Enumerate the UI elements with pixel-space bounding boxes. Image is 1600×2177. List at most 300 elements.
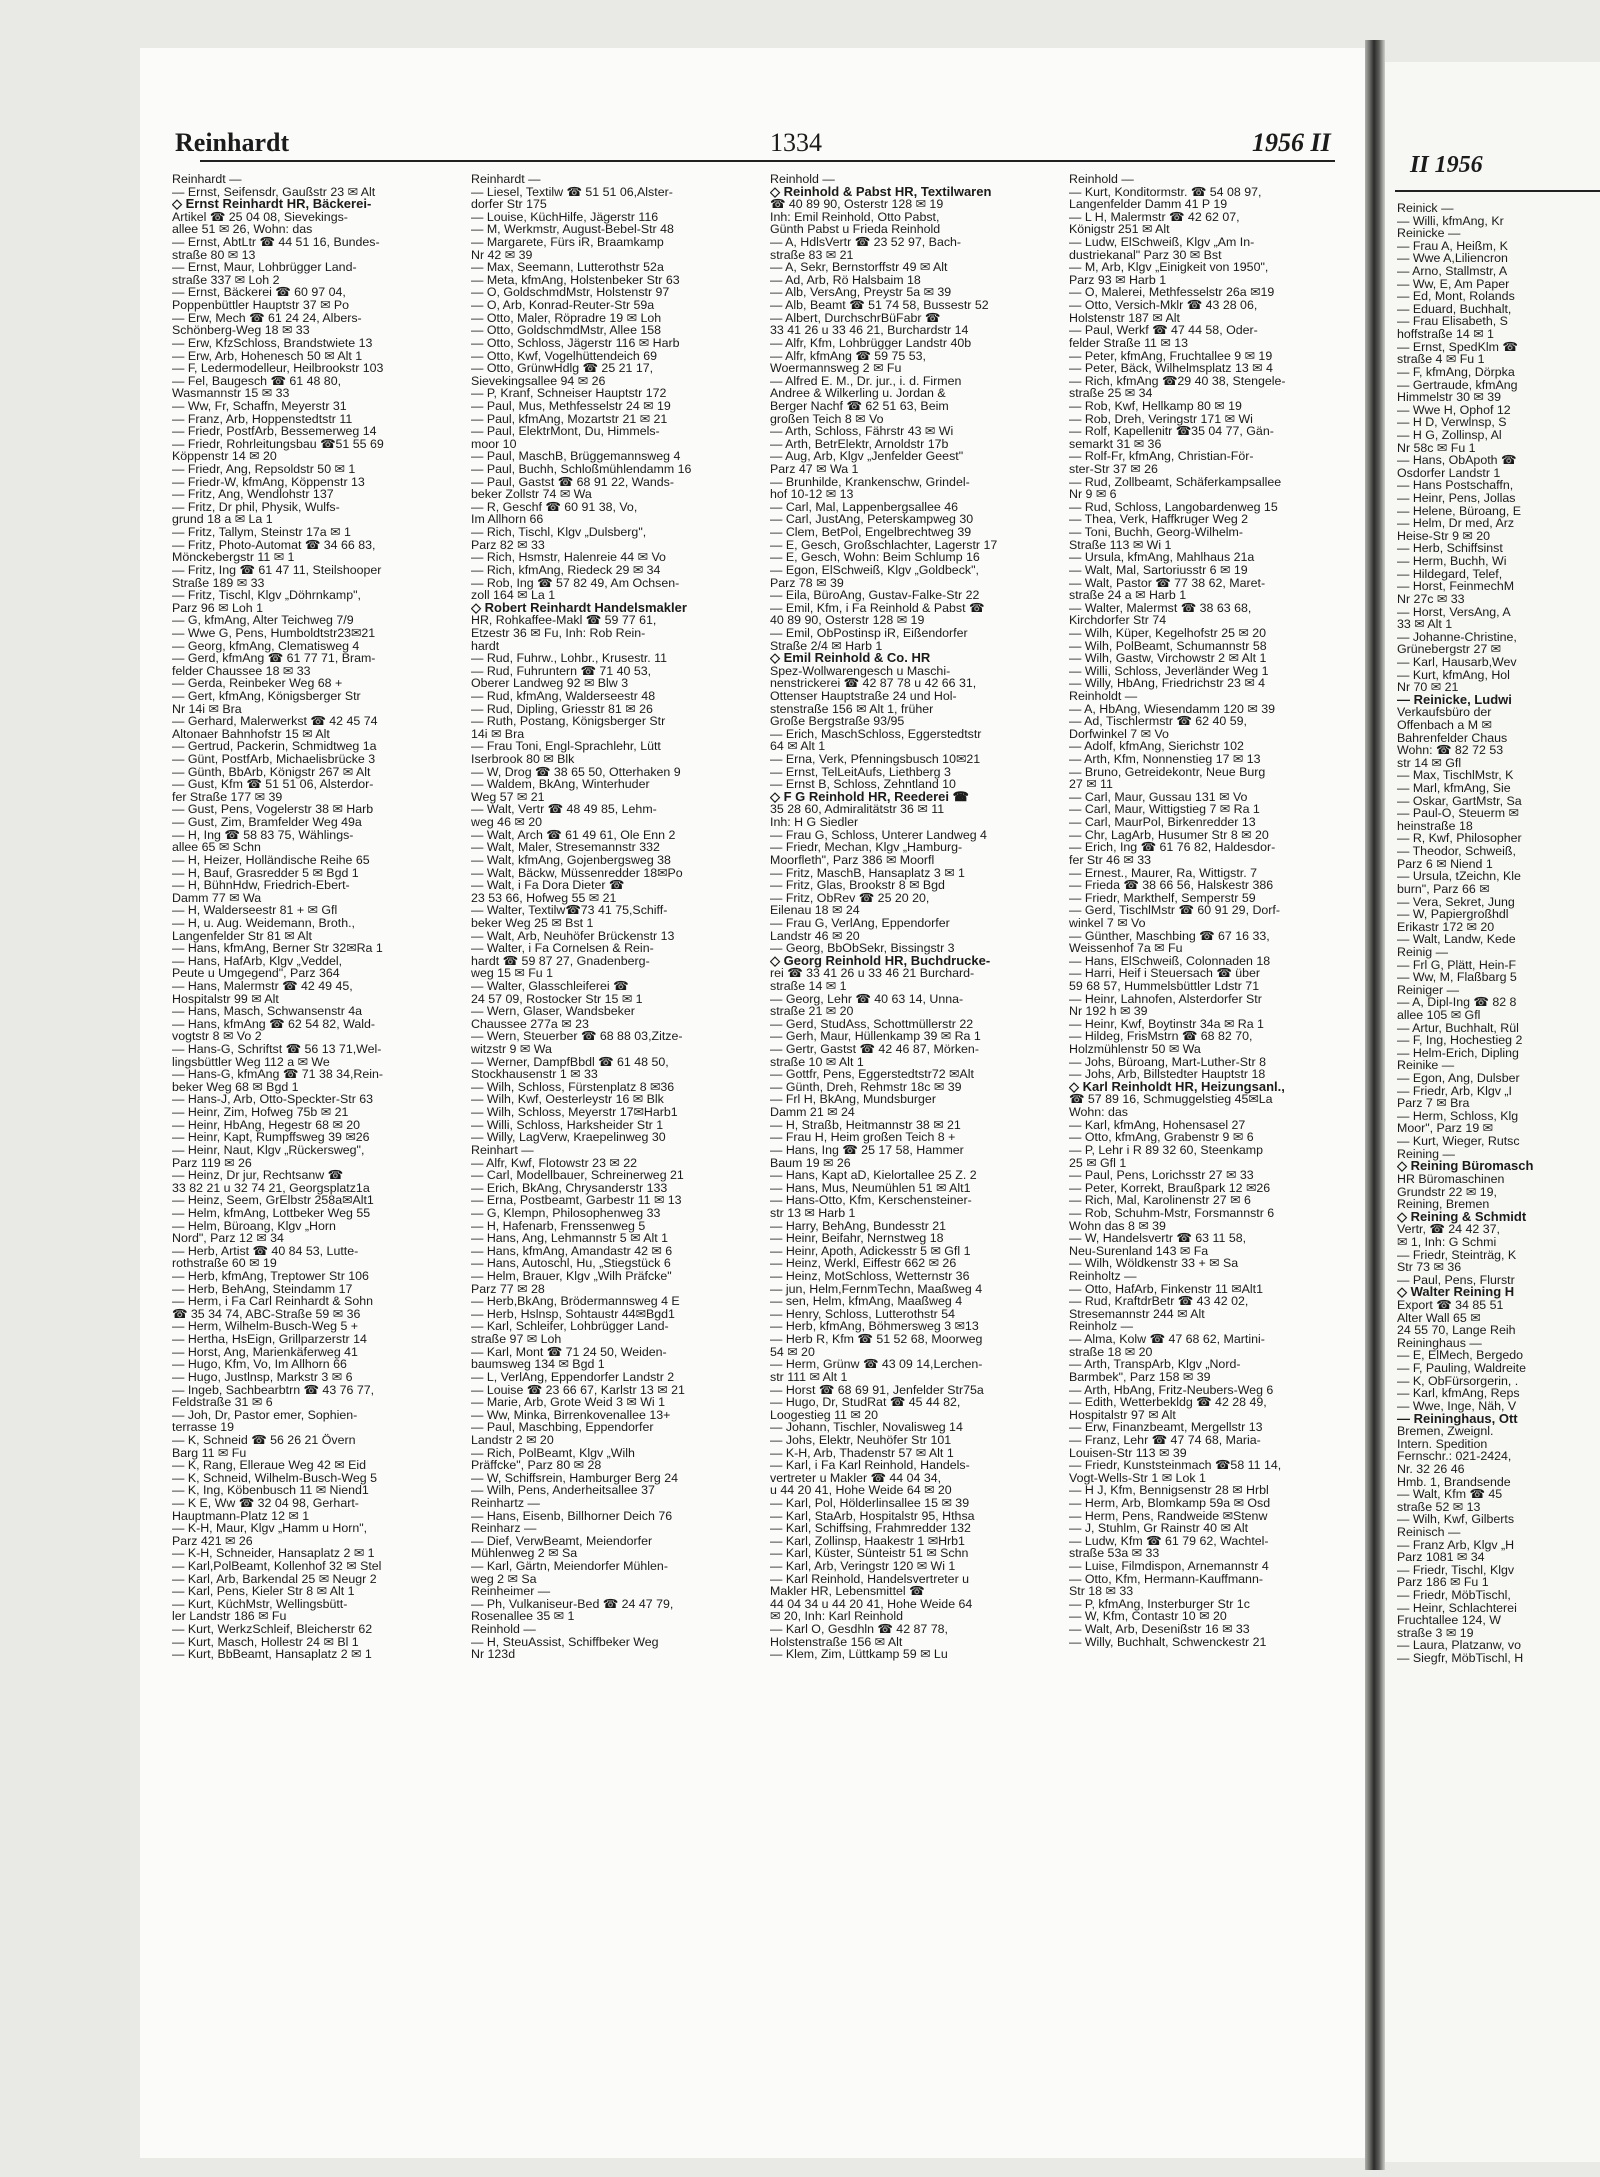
directory-entry-line: Inh: H G Siedler [770, 815, 859, 830]
directory-entry-line: Holzmühlenstr 50 ✉ Wa [1069, 1042, 1201, 1057]
directory-entry-line: — Ruth, Postang, Königsberger Str [471, 714, 666, 729]
surname-heading: Reinick — [1397, 202, 1454, 215]
directory-entry-line: — Paul, Werkf ☎ 47 44 58, Oder- [1069, 323, 1258, 338]
directory-entry-line: — Hildeg, FrisMstrn ☎ 68 82 70, [1069, 1029, 1253, 1044]
directory-entry-line: Alter Wall 65 ✉ [1397, 1310, 1481, 1325]
directory-entry-line: heinstraße 18 [1397, 818, 1473, 833]
directory-entry-line: Neu-Surenland 143 ✉ Fa [1069, 1243, 1209, 1258]
directory-entry-line: — Hugo, Justlnsp, Markstr 3 ✉ 6 [172, 1369, 353, 1384]
directory-entry-line: ◇ Robert Reinhardt Handelsmakler [471, 599, 687, 615]
directory-entry-line: 40 89 90, Osterstr 128 ✉ 19 [770, 613, 925, 628]
directory-entry-line: — Karl, i Fa Karl Reinhold, Handels- [770, 1458, 970, 1473]
directory-entry-line: 54 ✉ 20 [770, 1344, 815, 1359]
directory-entry-line: Langenfelder Damm 41 P 19 [1069, 197, 1228, 212]
directory-entry-line: Parz 93 ✉ Harb 1 [1069, 272, 1167, 287]
directory-entry-line: — Erna, Postbeamt, Garbestr 11 ✉ 13 [471, 1193, 682, 1208]
directory-entry-line: — Fritz, Tallym, Steinstr 17a ✉ 1 [172, 525, 351, 540]
directory-entry-line: — Wern, Steuerber ☎ 68 88 03,Zitze- [471, 1029, 683, 1044]
directory-entry-line: HR, Rohkaffee-Makl ☎ 59 77 61, [471, 613, 657, 628]
directory-entry-line: — Gert, kfmAng, Königsberger Str [172, 688, 361, 703]
directory-entry-line: Nr 9 ✉ 6 [1069, 487, 1117, 502]
directory-entry-line: straße 14 ✉ 1 [770, 979, 847, 993]
directory-entry-line: Andree & Wilkerling u. Jordan & [770, 386, 946, 401]
directory-entry-line: ☎ 40 89 90, Osterstr 128 ✉ 19 [770, 197, 944, 212]
directory-entry-line: — Friedr, Ang, Repsoldstr 50 ✉ 1 [172, 462, 356, 477]
directory-entry-line: — Edith, Wetterbekldg ☎ 42 28 49, [1069, 1395, 1267, 1410]
directory-entry-line: winkel 7 ✉ Vo [1069, 915, 1146, 930]
directory-entry-line: — Friedr, Markthelf, Semperstr 59 [1069, 890, 1256, 905]
directory-entry-line: — Rud, Fuhruntern ☎ 71 40 53, [471, 663, 652, 678]
directory-entry-line: — Günt, PostfArb, Michaelisbrücke 3 [172, 752, 376, 767]
directory-entry-line: — H G, Zollinsp, Al [1397, 427, 1502, 442]
directory-entry-line: — Helm, kfmAng, Lottbeker Weg 55 [172, 1205, 371, 1220]
directory-entry-line: Straße 2/4 ✉ Harb 1 [770, 638, 883, 653]
directory-entry-line: — Ernst B, Schloss, Zehntland 10 [770, 777, 956, 792]
directory-entry-line: Intern. Spedition [1397, 1436, 1488, 1451]
directory-entry-line: — Friedr, MöbTischl, [1397, 1588, 1511, 1603]
directory-entry-line: — Kurt, KüchMstr, Wellingsbütt- [172, 1596, 348, 1611]
directory-entry-line: dustriekanal" Parz 30 ✉ Bst [1069, 247, 1222, 262]
directory-entry-line: — Heinz, Werkl, Eiffestr 662 ✉ 26 [770, 1256, 957, 1271]
directory-entry-line: — Oskar, GartMstr, Sa [1397, 793, 1522, 808]
directory-entry-line: ◇ Reining & Schmidt [1397, 1208, 1527, 1224]
directory-entry-line: — H J, Kfm, Bennigsenstr 28 ✉ Hrbl [1069, 1483, 1269, 1498]
surname-heading: Reinhart — [471, 1142, 534, 1157]
directory-entry-line: — Rich, Tischl, Klgv „Dulsberg", [471, 525, 647, 540]
directory-entry-line: hoffstraße 14 ✉ 1 [1397, 327, 1494, 342]
directory-entry-line: Mühlenweg 2 ✉ Sa [471, 1546, 578, 1561]
directory-entry-line: — Herb, kfmAng, Böhmersweg 3 ✉13 [770, 1319, 979, 1334]
surname-heading: Reinharz — [471, 1521, 537, 1536]
directory-entry-line: — Karl, Hausarb,Wev [1397, 654, 1517, 669]
directory-entry-line: — Walt, Arb, Neuhöfer Brückenstr 13 [471, 928, 675, 943]
directory-entry-line: — Ernst, SpedKlm ☎ [1397, 339, 1518, 354]
directory-entry-line: Nr. 32 26 46 [1397, 1461, 1465, 1476]
directory-entry-line: — Liesel, Textilw ☎ 51 51 06,Alster- [471, 184, 673, 199]
directory-entry-line: — Kurt, kfmAng, Hol [1397, 667, 1510, 682]
directory-entry-line: — Wilh, Kwf, Oesterleystr 16 ✉ Blk [471, 1092, 664, 1107]
directory-entry-line: Heise-Str 9 ✉ 20 [1397, 528, 1491, 543]
directory-entry-line: Straße 189 ✉ 33 [172, 575, 265, 590]
directory-entry-line: — Herb, kfmAng, Treptower Str 106 [172, 1269, 369, 1284]
surname-heading: Reinholdt — [1069, 688, 1138, 703]
directory-entry-line: nenstrickerei ☎ 42 87 78 u 42 66 31, [770, 676, 977, 691]
directory-entry-line: — Paul, Pens, Flurstr [1397, 1272, 1515, 1287]
directory-entry-line: — Wilh, PolBeamt, Schumannstr 58 [1069, 638, 1267, 653]
directory-entry-line: — Gust, Zim, Bramfelder Weg 49a [172, 815, 362, 830]
directory-entry-line: — Rob, Schuhm-Mstr, Forsmannstr 6 [1069, 1205, 1275, 1220]
directory-entry-line: Makler HR, Lebensmittel ☎ [770, 1584, 925, 1599]
directory-entry-line: Präffcke", Parz 80 ✉ 28 [471, 1458, 602, 1473]
directory-entry-line: ☎ 35 34 74, ABC-Straße 59 ✉ 36 [172, 1306, 361, 1321]
directory-entry-line: — Kurt, Wieger, Rutsc [1397, 1134, 1520, 1149]
directory-entry-line: moor 10 [471, 436, 517, 451]
directory-entry-line: — Wern, Glaser, Wandsbeker [471, 1004, 635, 1019]
directory-entry-line: — Carl, JustAng, Peterskampweg 30 [770, 512, 974, 527]
directory-entry-line: — H, Heizer, Holländische Reihe 65 [172, 852, 370, 867]
directory-entry-line: — Hertha, HsEign, Grillparzerstr 14 [172, 1332, 367, 1347]
directory-entry-line: — Wilh, Kwf, Gilberts [1397, 1512, 1515, 1527]
surname-heading: Reinike — [1397, 1058, 1455, 1073]
directory-entry-line: — Fel, Baugesch ☎ 61 48 80, [172, 373, 342, 388]
directory-entry-line: — Ernst, Bäckerei ☎ 60 97 04, [172, 285, 346, 300]
directory-entry-line: — Luise, Filmdispon, Arnemannstr 4 [1069, 1559, 1269, 1574]
directory-entry-line: — Friedr, Rohrleitungsbau ☎51 55 69 [172, 436, 384, 451]
directory-entry-line: — Helm, Büroang, Klgv „Horn [172, 1218, 336, 1233]
surname-heading: Reinhold — [471, 1622, 536, 1637]
directory-entry-line: — Alfred E. M., Dr. jur., i. d. Firmen [770, 373, 962, 388]
directory-entry-line: — Hans, Kapt aD, Kielortallee 25 Z. 2 [770, 1168, 977, 1183]
directory-entry-line: — Hans-J, Arb, Otto-Speckter-Str 63 [172, 1092, 374, 1107]
directory-entry-line: — Paul-O, Steuerm ✉ [1397, 806, 1519, 821]
directory-entry-line: — Günther, Maschbing ☎ 67 16 33, [1069, 928, 1270, 943]
directory-entry-line: — L, VerlAng, Eppendorfer Landstr 2 [471, 1369, 675, 1384]
directory-entry-line: straße 10 ✉ Alt 1 [770, 1054, 864, 1069]
directory-entry-line: Fruchtallee 124, W [1397, 1613, 1501, 1628]
directory-entry-line: — Fritz, Dr phil, Physik, Wulfs- [172, 499, 340, 514]
directory-entry-line: straße 24 a ✉ Harb 1 [1069, 588, 1187, 603]
directory-entry-line: — Alb, VersAng, Preystr 5a ✉ 39 [770, 285, 952, 300]
directory-entry-line: — Chr, LagArb, Husumer Str 8 ✉ 20 [1069, 827, 1269, 842]
directory-entry-line: Rosenallee 35 ✉ 1 [471, 1609, 575, 1624]
right-year-label: II 1956 [1410, 152, 1483, 178]
directory-entry-line: — Otto, GrünwHdlg ☎ 25 21 17, [471, 361, 654, 376]
directory-entry-line: Spez-Wollwarengesch u Maschi- [770, 663, 951, 678]
directory-entry-line: rei ☎ 33 41 26 u 33 46 21 Burchard- [770, 966, 975, 981]
directory-entry-line: str 111 ✉ Alt 1 [770, 1369, 848, 1384]
directory-entry-line: — Friedr, Tischl, Klgv [1397, 1562, 1515, 1577]
directory-entry-line: — Hans, Ing ☎ 25 17 58, Hammer [770, 1142, 964, 1157]
directory-entry-line: allee 65 ✉ Schn [172, 840, 261, 855]
directory-entry-line: — E, Gesch, Großschlachter, Lagerstr 17 [770, 537, 998, 552]
directory-entry-line: Export ☎ 34 85 51 [1397, 1298, 1504, 1313]
directory-entry-line: — Ww, Fr, Schaffn, Meyerstr 31 [172, 398, 347, 413]
directory-entry-line: Parz 421 ✉ 26 [172, 1533, 253, 1548]
directory-entry-line: — Ernst, Seifensdr, Gaußstr 23 ✉ Alt [172, 184, 376, 199]
directory-entry-line: Feldstraße 31 ✉ 6 [172, 1395, 273, 1410]
directory-entry-line: — L H, Malermstr ☎ 42 62 07, [1069, 209, 1240, 224]
directory-entry-line: — R, Geschf ☎ 60 91 38, Vo, [471, 499, 638, 514]
directory-entry-line: — Max, Seemann, Lutterothstr 52a [471, 260, 664, 275]
directory-entry-line: — Rich, kfmAng, Riedeck 29 ✉ 34 [471, 562, 661, 577]
directory-entry-line: — Fritz, Glas, Brookstr 8 ✉ Bgd [770, 878, 945, 893]
directory-entry-line: — Aug, Arb, Klgv „Jenfelder Geest" [770, 449, 964, 464]
directory-entry-line: — Wwe A,Liliencron [1397, 251, 1508, 266]
directory-entry-line: — Erw, KfzSchloss, Brandstwiete 13 [172, 335, 373, 350]
directory-entry-line: — Louise ☎ 23 66 67, Karlstr 13 ✉ 21 [471, 1382, 685, 1397]
directory-entry-line: — Herb,BkAng, Brödermannsweg 4 E [471, 1294, 680, 1309]
directory-entry-line: — Ed, Mont, Rolands [1397, 289, 1515, 304]
directory-entry-line: — E, ElMech, Bergedo [1397, 1348, 1524, 1363]
directory-entry-line: — Helm, Brauer, Klgv „Wilh Präfcke" [471, 1269, 672, 1284]
directory-entry-line: — Heinz, Seem, GrElbstr 258a✉Alt1 [172, 1193, 374, 1208]
directory-entry-line: — Frau A, Heißm, K [1397, 238, 1508, 253]
directory-entry-line: — Hans, kfmAng, Berner Str 32✉Ra 1 [172, 941, 383, 956]
directory-entry-line: — Otto, Maler, Röpradre 19 ✉ Loh [471, 310, 662, 325]
directory-entry-line: — Willy, Buchhalt, Schwenckestr 21 [1069, 1634, 1267, 1649]
surname-heading: Reinhold — [1069, 173, 1134, 186]
directory-entry-line: — Karl, Küster, Sünteistr 51 ✉ Schn [770, 1546, 969, 1561]
directory-entry-line: — Rud, Dipling, Griesstr 81 ✉ 26 [471, 701, 653, 716]
directory-entry-line: — H, Bauf, Grasredder 5 ✉ Bgd 1 [172, 865, 359, 880]
directory-entry-line: Berger Nachf ☎ 62 51 63, Beim [770, 398, 949, 413]
directory-entry-line: — Rolf, Kapellenitr ☎35 04 77, Gän- [1069, 424, 1274, 439]
directory-entry-line: Loogestieg 11 ✉ 20 [770, 1407, 878, 1422]
directory-entry-line: Wohn: ☎ 82 72 53 [1397, 743, 1504, 758]
directory-entry-line: — Hans, ObApoth ☎ [1397, 453, 1517, 468]
directory-entry-line: Moor", Parz 19 ✉ [1397, 1121, 1494, 1136]
directory-entry-line: straße 80 ✉ 13 [172, 247, 256, 262]
directory-entry-line: Iserbrook 80 ✉ Blk [471, 752, 575, 767]
directory-entry-line: Eilenau 18 ✉ 24 [770, 903, 860, 918]
directory-entry-line: Woermannsweg 2 ✉ Fu [770, 361, 902, 376]
directory-entry-line: Parz 186 ✉ Fu 1 [1397, 1575, 1489, 1590]
directory-entry-line: — Otto, Kfm, Hermann-Kauffmann- [1069, 1571, 1263, 1586]
directory-entry-line: — H, Walderseestr 81 + ✉ Gfl [172, 903, 338, 918]
directory-entry-line: — Joh, Dr, Pastor emer, Sophien- [172, 1407, 358, 1422]
directory-entry-line: Stockhausenstr 1 ✉ 33 [471, 1067, 598, 1082]
directory-entry-line: — A, Dipl-Ing ☎ 82 8 [1397, 995, 1517, 1010]
surname-heading: Reinicke — [1397, 226, 1461, 241]
directory-entry-line: — Hans, Malermstr ☎ 42 49 45, [172, 979, 353, 993]
directory-entry-line: Parz 78 ✉ 39 [770, 575, 844, 590]
directory-entry-line: — Kurt, BbBeamt, Hansaplatz 2 ✉ 1 [172, 1647, 372, 1661]
directory-entry-line: — Gerda, Reinbeker Weg 68 + [172, 676, 343, 691]
directory-entry-line: — P, kfmAng, Insterburger Str 1c [1069, 1596, 1250, 1611]
directory-entry-line: — Vera, Sekret, Jung [1397, 894, 1515, 909]
directory-entry-line: — Rud, kfmAng, Walderseestr 48 [471, 688, 656, 703]
directory-entry-line: — Wwe, Inge, Näh, V [1397, 1398, 1517, 1413]
directory-entry-line: — Alfr, Kfm, Lohbrügger Landstr 40b [770, 335, 972, 350]
directory-entry-line: ◇ Georg Reinhold HR, Buchdrucke- [770, 952, 991, 968]
directory-entry-line: — Fritz, MaschB, Hansaplatz 3 ✉ 1 [770, 865, 965, 880]
directory-entry-line: ◇ F G Reinhold HR, Reederei ☎ [770, 788, 969, 804]
directory-entry-line: — Karl, Gärtn, Meiendorfer Mühlen- [471, 1559, 668, 1574]
directory-entry-line: — Erich, BkAng, Chrysanderstr 133 [471, 1180, 668, 1195]
directory-entry-line: — Peter, Korrekt, Braußpark 12 ✉26 [1069, 1180, 1271, 1195]
book-gutter [1365, 40, 1385, 2170]
directory-entry-line: — K, Schneid, Wilhelm-Busch-Weg 5 [172, 1470, 377, 1485]
surname-heading: Reiniger — [1397, 982, 1459, 997]
directory-entry-line: — Hans, Mus, Neumühlen 51 ✉ Alt1 [770, 1180, 971, 1195]
directory-entry-line: — Georg, Lehr ☎ 40 63 14, Unna- [770, 991, 964, 1006]
directory-entry-line: — Hans, Ang, Lehmannstr 5 ✉ Alt 1 [471, 1231, 669, 1246]
directory-entry-line: — Günth, BbArb, Königstr 267 ✉ Alt [172, 764, 371, 779]
directory-entry-line: — Otto, Kwf, Vogelhüttendeich 69 [471, 348, 657, 363]
directory-entry-line: — W, Schiffsrein, Hamburger Berg 24 [471, 1470, 679, 1485]
directory-entry-line: Nr 14i ✉ Bra [172, 701, 242, 716]
directory-entry-line: — Karl, StaArb, Hospitalstr 95, Hthsa [770, 1508, 975, 1523]
directory-entry-line: Landstr 46 ✉ 20 [770, 928, 860, 943]
directory-entry-line: — K E, Ww ☎ 32 04 98, Gerhart- [172, 1495, 359, 1510]
directory-entry-line: — W, Drog ☎ 38 65 50, Otterhaken 9 [471, 764, 681, 779]
directory-entry-line: — Ernest., Maurer, Ra, Wittigstr. 7 [1069, 865, 1257, 880]
directory-entry-line: — Rud, Schloss, Langobardenweg 15 [1069, 499, 1278, 514]
directory-entry-line: — Walt, Mal, Sartoriusstr 6 ✉ 19 [1069, 562, 1248, 577]
directory-entry-line: — Heinr, HbAng, Hegestr 68 ✉ 20 [172, 1117, 361, 1132]
directory-entry-line: — G, Klempn, Philosophenweg 33 [471, 1205, 661, 1220]
directory-entry-line: terrasse 19 [172, 1420, 234, 1435]
directory-entry-line: — Herm, Pens, Randweide ✉Stenw [1069, 1508, 1268, 1523]
directory-entry-line: — H, u. Aug. Weidemann, Broth., [172, 915, 355, 930]
directory-entry-line: — Arth, Kfm, Nonnenstieg 17 ✉ 13 [1069, 752, 1261, 767]
directory-entry-line: Große Bergstraße 93/95 [770, 714, 905, 729]
directory-entry-line: — K-H, Arb, Thadenstr 57 ✉ Alt 1 [770, 1445, 954, 1460]
directory-entry-line: — Fritz, Tischl, Klgv „Döhrnkamp", [172, 588, 361, 603]
directory-entry-line: — Hildegard, Telef, [1397, 566, 1503, 581]
directory-entry-line: — A, HdlsVertr ☎ 23 52 97, Bach- [770, 235, 962, 250]
directory-entry-line: Nr 123d [471, 1647, 516, 1661]
directory-entry-line: — Hans-Otto, Kfm, Kerschensteiner- [770, 1193, 972, 1208]
directory-entry-line: — K, Schneid ☎ 56 26 21 Övern [172, 1432, 356, 1447]
directory-entry-line: — Egon, Ang, Dulsber [1397, 1071, 1520, 1086]
directory-entry-line: — Heinr, Apoth, Adickesstr 5 ✉ Gfl 1 [770, 1243, 971, 1258]
directory-entry-line: — Alfr, Kwf, Flotowstr 23 ✉ 22 [471, 1155, 638, 1170]
column-4 [1069, 173, 1359, 1648]
directory-entry-line: stenstraße 156 ✉ Alt 1, früher [770, 701, 934, 716]
directory-entry-line: — Horst, Ang, Marienkäferweg 41 [172, 1344, 358, 1359]
directory-entry-line: 35 28 60, Admiralitätstr 36 ✉ 11 [770, 802, 945, 817]
directory-entry-line: straße 18 ✉ 20 [1069, 1344, 1153, 1359]
directory-entry-line: — E, Gesch, Wohn: Beim Schlump 16 [770, 550, 980, 565]
directory-entry-line: — Kurt, WerkzSchleif, Bleicherstr 62 [172, 1622, 373, 1637]
directory-entry-line: Parz 82 ✉ 33 [471, 537, 545, 552]
directory-entry-line: Mönckebergstr 11 ✉ 1 [172, 550, 295, 565]
directory-entry-line: 14i ✉ Bra [471, 726, 525, 741]
directory-entry-line: Parz 7 ✉ Bra [1397, 1096, 1470, 1111]
directory-entry-line: Reining, Bremen [1397, 1197, 1490, 1212]
directory-entry-line: — Walt, Maler, Stresemannstr 332 [471, 840, 660, 855]
directory-entry-line: — Klem, Zim, Lüttkamp 59 ✉ Lu [770, 1647, 948, 1661]
directory-entry-line: — Paul, Pens, Lorichsstr 27 ✉ 33 [1069, 1168, 1254, 1183]
directory-entry-line: Hospitalstr 97 ✉ Alt [1069, 1407, 1176, 1422]
directory-entry-line: — O, Arb, Konrad-Reuter-Str 59a [471, 298, 655, 313]
directory-entry-line: Schönberg-Weg 18 ✉ 33 [172, 323, 310, 338]
directory-entry-line: — W, Kfm, Contastr 10 ✉ 20 [1069, 1609, 1227, 1624]
directory-entry-line: Erikastr 172 ✉ 20 [1397, 919, 1495, 934]
directory-entry-line: — Ursula, kfmAng, Mahlhaus 21a [1069, 550, 1255, 565]
directory-entry-line: — Gertr, Gastst ☎ 42 46 87, Mörken- [770, 1042, 979, 1057]
directory-entry-line: 59 68 57, Hummelsbüttler Ldstr 71 [1069, 979, 1260, 993]
directory-entry-line: — Ph, Vulkaniseur-Bed ☎ 24 47 79, [471, 1596, 674, 1611]
directory-entry-line: Nr 192 h ✉ 39 [1069, 1004, 1148, 1019]
directory-entry-line: — Fritz, Photo-Automat ☎ 34 66 83, [172, 537, 376, 552]
directory-entry-line: — Heinr, Kapt, Rumpffsweg 39 ✉26 [172, 1130, 370, 1145]
directory-page-right [1385, 62, 1600, 2162]
directory-entry-line: — Henry, Schloss, Lutterothstr 54 [770, 1306, 956, 1321]
directory-entry-line: — Peter, kfmAng, Fruchtallee 9 ✉ 19 [1069, 348, 1273, 363]
directory-entry-line: — Paul, Gastst ☎ 68 91 22, Wands- [471, 474, 674, 489]
directory-entry-line: baumsweg 134 ✉ Bgd 1 [471, 1357, 605, 1372]
directory-entry-line: — A, Sekr, Bernstorffstr 49 ✉ Alt [770, 260, 948, 275]
directory-entry-line: Stresemannstr 244 ✉ Alt [1069, 1306, 1205, 1321]
directory-entry-line: — Johann, Tischler, Novalisweg 14 [770, 1420, 963, 1435]
directory-entry-line: — Wilh, Küper, Kegelhofstr 25 ✉ 20 [1069, 625, 1267, 640]
directory-entry-line: Verkaufsbüro der [1397, 705, 1492, 720]
directory-entry-line: — Hans, Autoschl, Hu, „Stiegstück 6 [471, 1256, 671, 1271]
directory-entry-line: — Otto, GoldschmdMstr, Allee 158 [471, 323, 662, 338]
directory-entry-line: — Karl O, Gesdhln ☎ 42 87 78, [770, 1622, 948, 1637]
directory-entry-line: — Franz, Lehr ☎ 47 74 68, Maria- [1069, 1432, 1261, 1447]
directory-entry-line: — Heinr, Zim, Hofweg 75b ✉ 21 [172, 1105, 349, 1120]
directory-entry-line: Grünebergstr 27 ✉ [1397, 642, 1502, 657]
directory-entry-line: — F, Pauling, Waldreite [1397, 1361, 1527, 1376]
directory-entry-line: — Peter, Bäck, Wilhelmsplatz 13 ✉ 4 [1069, 361, 1273, 376]
directory-entry-line: — Wilh, Gastw, Virchowstr 2 ✉ Alt 1 [1069, 651, 1267, 666]
directory-entry-line: — Herb, Schiffsinst [1397, 541, 1503, 556]
directory-entry-line: — Karl, kfmAng, Hohensasel 27 [1069, 1117, 1246, 1132]
directory-entry-line: — J, Stuhlm, Gr Rainstr 40 ✉ Alt [1069, 1521, 1249, 1536]
directory-entry-line: — H, SteuAssist, Schiffbeker Weg [471, 1634, 659, 1649]
directory-entry-line: — Otto, HafArb, Finkenstr 11 ✉Alt1 [1069, 1281, 1264, 1296]
directory-entry-line: — F, Ledermodelleur, Heilbrookstr 103 [172, 361, 384, 376]
directory-entry-line: — Wwe G, Pens, Humboldtstr23✉21 [172, 625, 376, 640]
directory-entry-line: — Walter, Glasschleiferei ☎ [471, 979, 629, 993]
directory-entry-line: — Walter, Malermst ☎ 38 63 68, [1069, 600, 1252, 615]
right-header-rule [1395, 190, 1600, 192]
directory-entry-line: — F, Ing, Hochestieg 2 [1397, 1033, 1523, 1048]
directory-entry-line: — M, Arb, Klgv „Einigkeit von 1950", [1069, 260, 1269, 275]
directory-entry-line: — Herm, Arb, Blomkamp 59a ✉ Osd [1069, 1495, 1271, 1510]
directory-entry-line: — Egon, ElSchweiß, Klgv „Goldbeck", [770, 562, 979, 577]
directory-entry-line: 33 ✉ Alt 1 [1397, 617, 1453, 632]
directory-entry-line: — Paul, Buchh, Schloßmühlendamm 16 [471, 462, 692, 477]
directory-entry-line: — Hans-G, Schriftst ☎ 56 13 71,Wel- [172, 1042, 382, 1057]
directory-entry-line: — Ernst, Maur, Lohbrügger Land- [172, 260, 357, 275]
directory-entry-line: beker Weg 68 ✉ Bgd 1 [172, 1079, 299, 1094]
directory-entry-line: — Erich, MaschSchloss, Eggerstedtstr [770, 726, 982, 741]
directory-entry-line: — O, GoldschmdMstr, Holstenstr 97 [471, 285, 670, 300]
directory-entry-line: Barmbek", Parz 158 ✉ 39 [1069, 1369, 1211, 1384]
directory-entry-line: — sen, Helm, kfmAng, Maaßweg 4 [770, 1294, 963, 1309]
directory-entry-line: — Adolf, kfmAng, Sierichstr 102 [1069, 739, 1244, 754]
directory-entry-line: — Gust, Pens, Vogelerstr 38 ✉ Harb [172, 802, 374, 817]
directory-entry-line: — Carl, Mal, Lappenbergsallee 46 [770, 499, 959, 514]
directory-entry-line: — Rud, Zollbeamt, Schäferkampsallee [1069, 474, 1282, 489]
directory-entry-line: — Otto, kfmAng, Grabenstr 9 ✉ 6 [1069, 1130, 1254, 1145]
directory-entry-line: — Alma, Kolw ☎ 47 68 62, Martini- [1069, 1332, 1265, 1347]
directory-entry-line: — Hugo, Dr, StudRat ☎ 45 44 82, [770, 1395, 961, 1410]
directory-entry-line: — Rud, KraftdrBetr ☎ 43 42 02, [1069, 1294, 1249, 1309]
directory-entry-line: — G, kfmAng, Alter Teichweg 7/9 [172, 613, 354, 628]
directory-entry-line: — Otto, Versich-Mklr ☎ 43 28 06, [1069, 298, 1258, 313]
directory-entry-line: — Erw, Mech ☎ 61 24 24, Albers- [172, 310, 362, 325]
directory-entry-line: — Ww, E, Am Paper [1397, 276, 1510, 291]
directory-entry-line: — Ludw, ElSchweiß, Klgv „Am In- [1069, 235, 1255, 250]
directory-entry-line: — Wilh, Pens, Anderheitsallee 37 [471, 1483, 655, 1498]
directory-entry-line: — Gertrud, Packerin, Schmidtweg 1a [172, 739, 377, 754]
directory-entry-line: — Herm, i Fa Carl Reinhardt & Sohn [172, 1294, 374, 1309]
directory-entry-line: — Georg, kfmAng, Clematisweg 4 [172, 638, 360, 653]
surname-heading: Reining — [1397, 1146, 1455, 1161]
directory-entry-line: — Bruno, Getreidekontr, Neue Burg [1069, 764, 1266, 779]
directory-entry-line: — Walt, Arb, Desenißstr 16 ✉ 33 [1069, 1622, 1250, 1637]
directory-entry-line: — Ludw, Kfm ☎ 61 79 62, Wachtel- [1069, 1533, 1269, 1548]
directory-entry-line: Langenfelder Str 81 ✉ Alt [172, 928, 312, 943]
directory-entry-line: — Ernst, TelLeitAufs, Liethberg 3 [770, 764, 951, 779]
directory-entry-line: — Karl, Arb, Barkendal 25 ✉ Neugr 2 [172, 1571, 377, 1586]
header-rule [200, 160, 1335, 162]
directory-entry-line: Barg 11 ✉ Fu [172, 1445, 247, 1460]
directory-entry-line: — Werner, DampfBbdl ☎ 61 48 50, [471, 1054, 669, 1069]
directory-entry-line: Fernschr.: 021-2424, [1397, 1449, 1512, 1464]
directory-entry-line: 24 55 70, Lange Reih [1397, 1323, 1516, 1338]
directory-entry-line: hof 10-12 ✉ 13 [770, 487, 854, 502]
directory-entry-line: — Helm-Erich, Dipling [1397, 1045, 1519, 1060]
directory-entry-line: felder Straße 11 ✉ 13 [1069, 335, 1188, 350]
directory-entry-line: Parz 1081 ✉ 34 [1397, 1550, 1485, 1565]
surname-heading: Reinhartz — [471, 1495, 540, 1510]
